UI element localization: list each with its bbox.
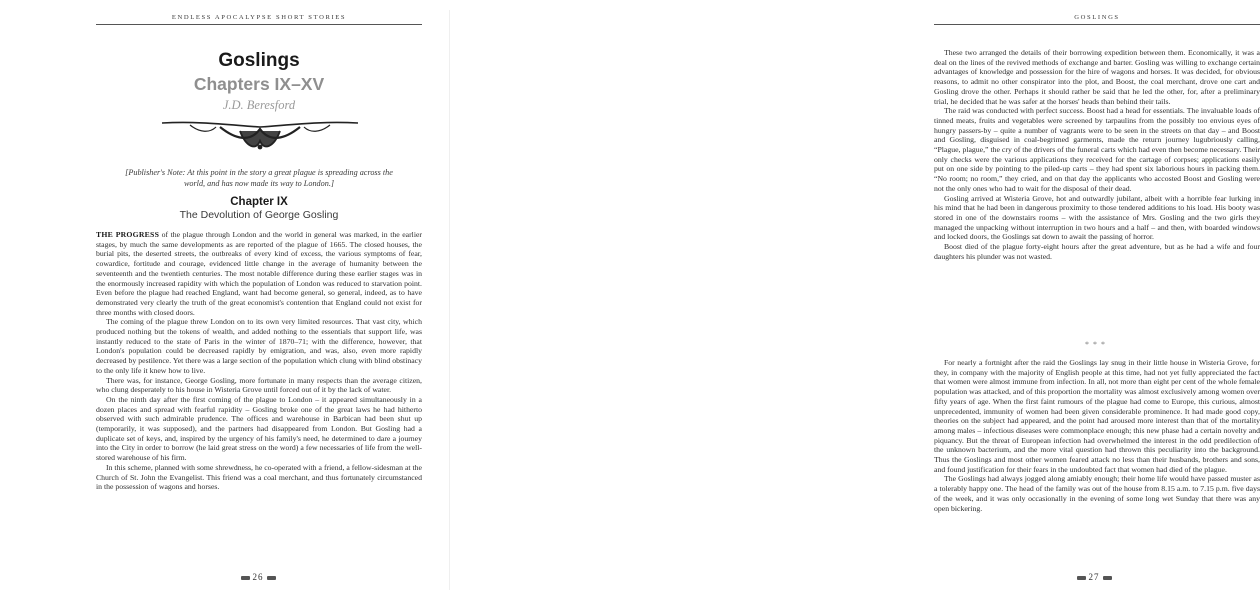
left-page-number (228, 572, 288, 582)
paragraph: The raid was conducted with perfect success. Boost had a head for essentials. The invaluable loads of tinned meats, fruits and vegetables were screened by tarpaulins from the possibly too envious eyes of hungry passers-by – quite a number of vagrants were to be seen in the streets on that day – and Boost and Gosling, disguised in coal-begrimed garments, made the return journey lugubriously calling, “Plague, plague,” the cry of the drivers of the funeral carts which had even then become necessary. Their only checks were the various applications they received for the cartage of corpses; applications easily put on one side by pointing to the piled-up carts – they had spent six laborious hours in packing them. “No room; no room,” they cried, and on that day the applicants who accosted Boost and Gosling were not the only ones who had to wait for the disposal of their dead. (934, 106, 1260, 193)
story-subtitle: Chapters IX–XV (193, 74, 325, 94)
folio-ornament-icon (241, 576, 250, 580)
chapter-subheading: The Devolution of George Gosling (179, 209, 339, 221)
right-body-text-top (934, 48, 1260, 298)
paragraph: The coming of the plague threw London on to its own very limited resources. That vast city, which produced nothing but the tokens of wealth, and added nothing to the essentials that support life, was instantly reduced to the state of Paris in the winter of 1870–71; with the difference, however, that London's population could be decreased rapidly by emigration, and was, also, even more rapidly decreased by pestilence. Yet there was a large section of the population which clung with blind obstinacy to the only life it knew how to live. (96, 317, 422, 375)
folio-ornament-icon (1077, 576, 1086, 580)
paragraph-text: of the plague through London and the world in general was marked, in the earlier stages, by much the same developments as are reported of the plague of 1665. The closed houses, the burial pits, the deserted streets, the outbreaks of every kind of excess, the various symptoms of fear, cowardice, fortitude and courage, evidenced little change in the average of humanity between the seventeenth and the twentieth centuries. The most notable difference during these earlier stages was in the enormously increased rapidity with which the population of London was reduced to starvation point. Even before the plague had reached England, want had become general, so general, indeed, as to have demonstrated very clearly the truth of the great economist's contention that England could not exist for three months with closed doors. (96, 230, 422, 317)
paragraph: On the ninth day after the first coming of the plague to London – it appeared simultaneously in a dozen places and spread with fearful rapidity – Gosling broke one of the great laws he had hitherto observed with such admirable prudence. The offices and warehouse in Barbican had been shut up (temporarily, it was supposed), and the partners had disappeared from London. But Gosling had a duplicate set of keys, and, inspired by the urgency of his family's need, he determined to dare a journey into the City in order to borrow (he laid great stress on the word) a few necessaries of life from the well-stored warehouse of his firm. (96, 394, 422, 463)
publisher-note: [Publisher's Note: At this point in the story a great plague is spreading across the world, and has now made its way to London.] (125, 168, 393, 188)
page-number: 26 (252, 572, 264, 582)
left-running-head: ENDLESS APOCALYPSE SHORT STORIES (96, 14, 422, 25)
paragraph: These two arranged the details of their borrowing expedition between them. Economically, it was a deal on the lines of the revived methods of exchange and barter. Gosling was willing to exchange certain advantages of knowledge and possession for the hire of wagons and horses. It was decided, for obvious reasons, to admit no other conspirator into the plot, and Boost, the coal merchant, drove one cart and Gosling drove the other. Perhaps it should rather be said that he led the other, for, after a preliminary trial, he decided that he was safer at the horses' heads than behind their tails. (934, 48, 1260, 106)
paragraph: Gosling arrived at Wisteria Grove, hot and outwardly jubilant, albeit with a horrible fear lurking in his mind that he had been in dangerous proximity to those tendered additions to his load. His booty was stored in one of the downstairs rooms – with the assistance of Mrs. Gosling and the two girls they managed the unpacking without interruption in two hours and a half – and then, with boarded windows and locked doors, the Goslings sat down to await the passing of horror. (934, 193, 1260, 242)
story-title: Goslings (218, 50, 300, 71)
right-running-head: GOSLINGS (934, 14, 1260, 25)
paragraph: For nearly a fortnight after the raid the Goslings lay snug in their little house in Wisteria Grove, for they, in company with the majority of English people at this time, had not yet fully appreciated the fact that women were almost immune from infection. In all, not more than eight per cent of the whole female population was attacked, and of this proportion the mortality was almost exclusively among women over fifty years of age. When the first faint rumours of the plague had come to Europe, this curious, almost unprecedented, immunity of women had been given considerable prominence. It had made good copy, theories on the subject had appeared, and the point had aroused more interest than that of the mortality among males – infectious diseases were commonplace enough; this new phase had a certain novelty and piquancy. But the threat of European infection had overwhelmed the interest in the odd predilection of the unknown bacterium, and the more vital question had thrown this peculiarity into the background. Thus the Goslings and most other women feared attack no less than their husbands, brothers and sons, and found justification for their fears in the undoubted fact that women had died of the plague. (934, 358, 1260, 474)
chapter-heading: Chapter IX (230, 196, 288, 208)
scene-break: *** (1085, 340, 1109, 349)
paragraph: Boost died of the plague forty-eight hours after the great adventure, but as he had a wife and four daughters his plunder was not wasted. (934, 242, 1260, 261)
right-body-text-bottom (934, 358, 1260, 568)
right-page-number (1064, 572, 1124, 582)
paragraph (96, 230, 422, 317)
author-name: J.D. Beresford (222, 98, 296, 112)
right-page (450, 0, 1260, 600)
page-number: 27 (1088, 572, 1100, 582)
folio-ornament-icon (1103, 576, 1112, 580)
lead-in: THE PROGRESS (96, 230, 160, 239)
flourish-ornament-icon (160, 117, 360, 153)
folio-ornament-icon (267, 576, 276, 580)
paragraph: The Goslings had always jogged along amiably enough; their home life would have passed muster as a tolerably happy one. The head of the family was out of the house from 8.15 a.m. to 7.15 p.m. five days of the week, and it was only occasionally in the evening of some long wet Sunday that there was any open bickering. (934, 474, 1260, 513)
paragraph: There was, for instance, George Gosling, more fortunate in many respects than the average citizen, who clung desperately to his house in Wisteria Grove until forced out of it by the lack of water. (96, 375, 422, 395)
left-page (0, 0, 450, 600)
paragraph: In this scheme, planned with some shrewdness, he co-operated with a friend, a fellow-sidesman at the Church of St. John the Evangelist. This friend was a coal merchant, and thus fortunately circumstanced in the possession of wagons and horses. (96, 462, 422, 492)
left-body-text (96, 230, 422, 550)
